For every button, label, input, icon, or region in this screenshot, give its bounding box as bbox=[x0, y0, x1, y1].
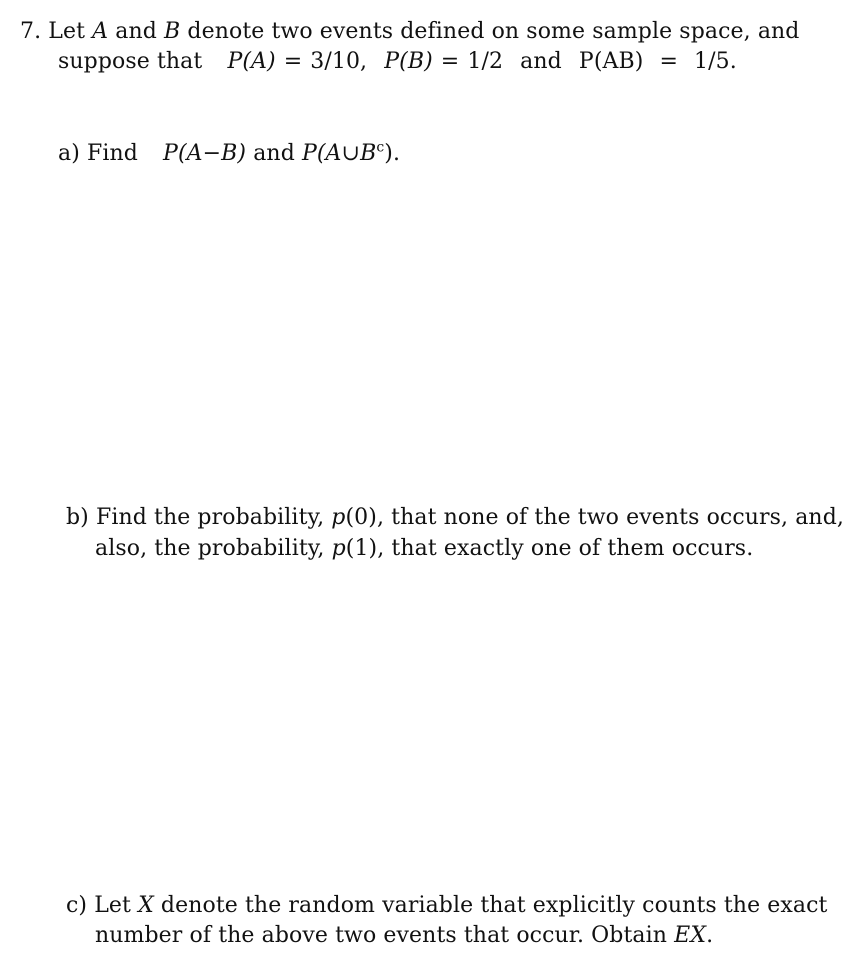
equals-sign: = bbox=[283, 49, 303, 74]
expr-a-union-bc: P(A∪B bbox=[301, 141, 377, 166]
part-c-text: c) Let bbox=[66, 893, 139, 918]
expr-a-minus-b: P(A−B) bbox=[163, 141, 247, 166]
part-b-line-2 bbox=[95, 534, 753, 564]
intro-text: denote two events defined on some sample space, and bbox=[180, 19, 800, 44]
variable-a: A bbox=[92, 19, 109, 44]
part-a bbox=[58, 139, 400, 169]
part-b-line-1 bbox=[66, 503, 844, 533]
part-c-line-2 bbox=[95, 921, 713, 951]
variable-x: X bbox=[138, 893, 154, 918]
problem-number: 7. bbox=[20, 19, 42, 44]
complement-superscript: c bbox=[376, 139, 385, 156]
part-b-text: , that none of the two events occurs, and, bbox=[376, 505, 844, 530]
part-c-text: number of the above two events that occur. Obtain bbox=[95, 923, 675, 948]
intro-text: suppose that bbox=[58, 49, 203, 74]
prob-b-label: P(B) bbox=[384, 49, 433, 74]
part-c-text: denote the random variable that explicitly counts the exact bbox=[153, 893, 828, 918]
close-paren: ). bbox=[384, 141, 401, 166]
variable-b: B bbox=[164, 19, 181, 44]
problem-intro-line-2 bbox=[58, 47, 737, 77]
and-text: and bbox=[246, 141, 302, 166]
expectation-ex: EX bbox=[674, 923, 707, 948]
p1-symbol: p bbox=[331, 536, 346, 561]
prob-a-label: P(A) bbox=[227, 49, 276, 74]
prob-ab-label: P(AB) bbox=[578, 49, 644, 74]
prob-b-value: 1/2 bbox=[467, 49, 504, 74]
part-b-text: b) Find the probability, bbox=[66, 505, 332, 530]
p0-argument: (0) bbox=[345, 505, 377, 530]
part-b-text: also, the probability, bbox=[95, 536, 332, 561]
prob-ab-value: 1/5. bbox=[694, 49, 737, 74]
part-b-text: , that exactly one of them occurs. bbox=[377, 536, 754, 561]
p1-argument: (1) bbox=[345, 536, 378, 561]
p0-symbol: p bbox=[331, 505, 346, 530]
problem-intro-line-1 bbox=[20, 17, 800, 47]
equals-sign: = bbox=[659, 49, 678, 74]
part-a-label: a) Find bbox=[58, 141, 138, 166]
equals-sign: = bbox=[440, 49, 460, 74]
part-c-text: . bbox=[706, 923, 714, 948]
intro-text: Let bbox=[48, 19, 93, 44]
and-text: and bbox=[520, 49, 562, 74]
part-c-line-1 bbox=[66, 891, 828, 921]
intro-text: and bbox=[108, 19, 165, 44]
prob-a-value: 3/10, bbox=[310, 49, 368, 74]
